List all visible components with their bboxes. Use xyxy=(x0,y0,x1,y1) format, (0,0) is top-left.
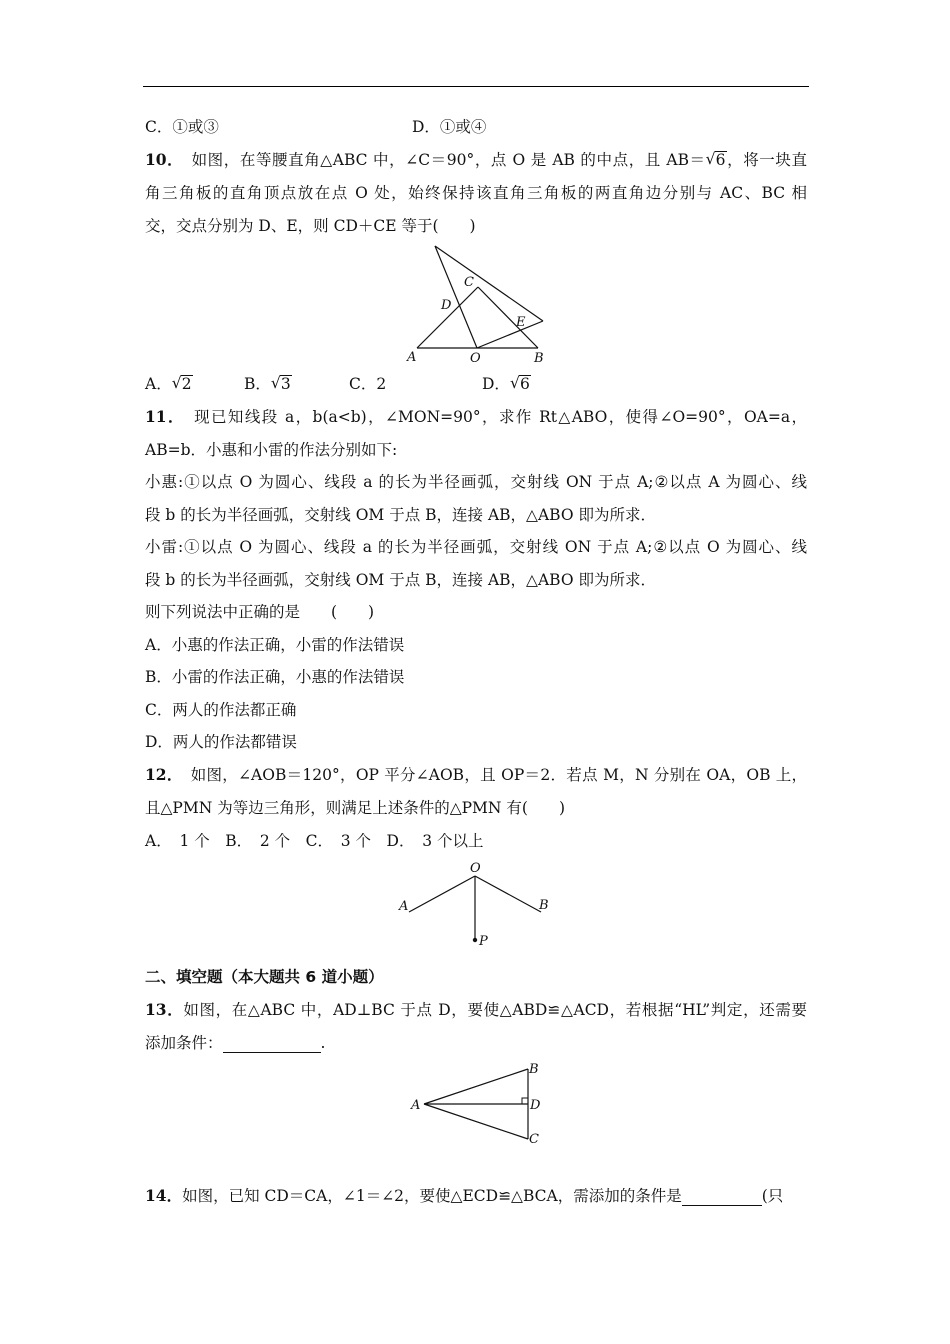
q10-line1 xyxy=(145,150,807,170)
q9-option-d: D．①或④ xyxy=(412,118,487,136)
q13-segment-ac xyxy=(424,1104,528,1139)
q10-figure xyxy=(400,242,560,367)
q10-label-o: O xyxy=(470,351,481,366)
q10-label-e: E xyxy=(516,315,526,330)
q10-option-a-label: A． xyxy=(145,375,172,393)
section-heading-fill-in: 二、填空题（本大题共 6 道小题） xyxy=(145,968,384,986)
q11-text-1: 现已知线段 a，b(a<b)，∠MON=90°，求作 Rt△ABO，使得∠O=90°，OA=a， xyxy=(194,408,807,426)
q10-line3: 交，交点分别为 D、E，则 CD＋CE 等于( ) xyxy=(145,217,476,235)
sqrt-arg: 6 xyxy=(715,151,726,169)
q12-ray-oa xyxy=(409,876,475,912)
q10-number: 10． xyxy=(145,150,176,169)
q10-option-a-value: 2 xyxy=(181,375,192,393)
q11-line4: 段 b 的长为半径画弧，交射线 OM 于点 B，连接 AB，△ABO 即为所求． xyxy=(145,506,656,524)
q11-option-d: D．两人的作法都错误 xyxy=(145,733,297,751)
q13-segment-ab xyxy=(424,1069,528,1104)
q13-number: 13． xyxy=(145,1000,184,1019)
q13-text-2b: . xyxy=(320,1034,326,1052)
q10-line2: 角三角板的直角顶点放在点 O 处，始终保持该直角三角板的两直角边分别与 AC、BC 相 xyxy=(145,184,807,202)
q11-option-b: B．小雷的作法正确，小惠的作法错误 xyxy=(145,668,405,686)
q10-option-a xyxy=(145,374,193,394)
q13-label-c: C xyxy=(529,1132,539,1147)
q11-option-a: A．小惠的作法正确，小雷的作法错误 xyxy=(145,636,405,654)
q13-line1 xyxy=(145,1000,807,1020)
q10-label-c: C xyxy=(464,275,474,290)
q10-label-d: D xyxy=(441,298,452,313)
q12-text-1: 如图，∠AOB＝120°，OP 平分∠AOB，且 OP＝2．若点 M，N 分别在 OA，OB 上， xyxy=(190,766,807,784)
sqrt-6 xyxy=(706,150,727,170)
q11-line6: 段 b 的长为半径画弧，交射线 OM 于点 B，连接 AB，△ABO 即为所求． xyxy=(145,571,656,589)
q14-text-1a: 如图，已知 CD＝CA，∠1＝∠2，要使△ECD≌△BCA，需添加的条件是 xyxy=(182,1187,682,1205)
sqrt-6-option xyxy=(510,374,531,394)
q10-text-1a: 如图，在等腰直角△ABC 中，∠C＝90°，点 O 是 AB 的中点，且 AB＝ xyxy=(191,151,706,169)
q11-line2: AB=b．小惠和小雷的作法分别如下: xyxy=(145,441,398,459)
q12-label-b: B xyxy=(539,898,549,913)
q13-text-1: 如图，在△ABC 中，AD⊥BC 于点 D，要使△ABD≌△ACD，若根据“HL”判定，还需要 xyxy=(183,1001,807,1019)
q12-label-a: A xyxy=(399,899,409,914)
q14-text-1b: (只 xyxy=(761,1187,784,1205)
q10-setsquare-leg2 xyxy=(477,321,543,348)
q10-segment-ac xyxy=(417,287,478,348)
q12-point-p xyxy=(473,938,477,942)
q14-answer-blank[interactable] xyxy=(682,1187,762,1206)
q11-line3: 小惠:①以点 O 为圆心、线段 a 的长为半径画弧，交射线 ON 于点 A;②以点 A 为圆心、线 xyxy=(145,473,807,491)
q10-option-b xyxy=(244,374,292,394)
header-rule xyxy=(143,86,809,87)
q12-line2: 且△PMN 为等边三角形，则满足上述条件的△PMN 有( ) xyxy=(145,799,566,817)
sqrt-3 xyxy=(271,374,292,394)
q11-line5: 小雷:①以点 O 为圆心、线段 a 的长为半径画弧，交射线 ON 于点 A;②以点 O 为圆心、线 xyxy=(145,538,807,556)
q14-line1 xyxy=(145,1186,783,1206)
q11-line7: 则下列说法中正确的是 ( ) xyxy=(145,603,375,621)
q10-option-b-value: 3 xyxy=(280,375,291,393)
q11-number: 11． xyxy=(145,407,178,426)
q12-number: 12． xyxy=(145,765,175,784)
q10-option-d xyxy=(482,374,531,394)
q10-option-c: C．2 xyxy=(349,375,387,393)
q12-ray-ob xyxy=(475,876,541,912)
sqrt-2 xyxy=(172,374,193,394)
q13-label-a: A xyxy=(411,1098,421,1113)
q11-line1 xyxy=(145,407,807,427)
q12-line1 xyxy=(145,765,807,785)
q10-text-1b: ，将一块直 xyxy=(726,151,807,169)
q12-label-o: O xyxy=(470,861,481,876)
q13-line2 xyxy=(145,1033,325,1053)
q13-right-angle-mark xyxy=(522,1098,528,1104)
q13-figure xyxy=(405,1060,555,1150)
q10-label-b: B xyxy=(534,351,544,366)
q10-option-d-value: 6 xyxy=(519,375,530,393)
q11-option-c: C．两人的作法都正确 xyxy=(145,701,297,719)
q13-text-2a: 添加条件： xyxy=(145,1034,223,1052)
q13-label-b: B xyxy=(529,1062,539,1077)
q12-figure xyxy=(395,857,565,952)
q13-label-d: D xyxy=(530,1098,541,1113)
q12-options: A． 1 个 B． 2 个 C． 3 个 D． 3 个以上 xyxy=(145,832,484,850)
q9-option-c: C．①或③ xyxy=(145,118,219,136)
q13-answer-blank[interactable] xyxy=(223,1034,321,1053)
q12-label-p: P xyxy=(479,934,488,949)
q14-number: 14． xyxy=(145,1186,183,1205)
q10-option-d-label: D． xyxy=(482,375,510,393)
q10-label-a: A xyxy=(407,350,417,365)
q10-option-b-label: B． xyxy=(244,375,271,393)
